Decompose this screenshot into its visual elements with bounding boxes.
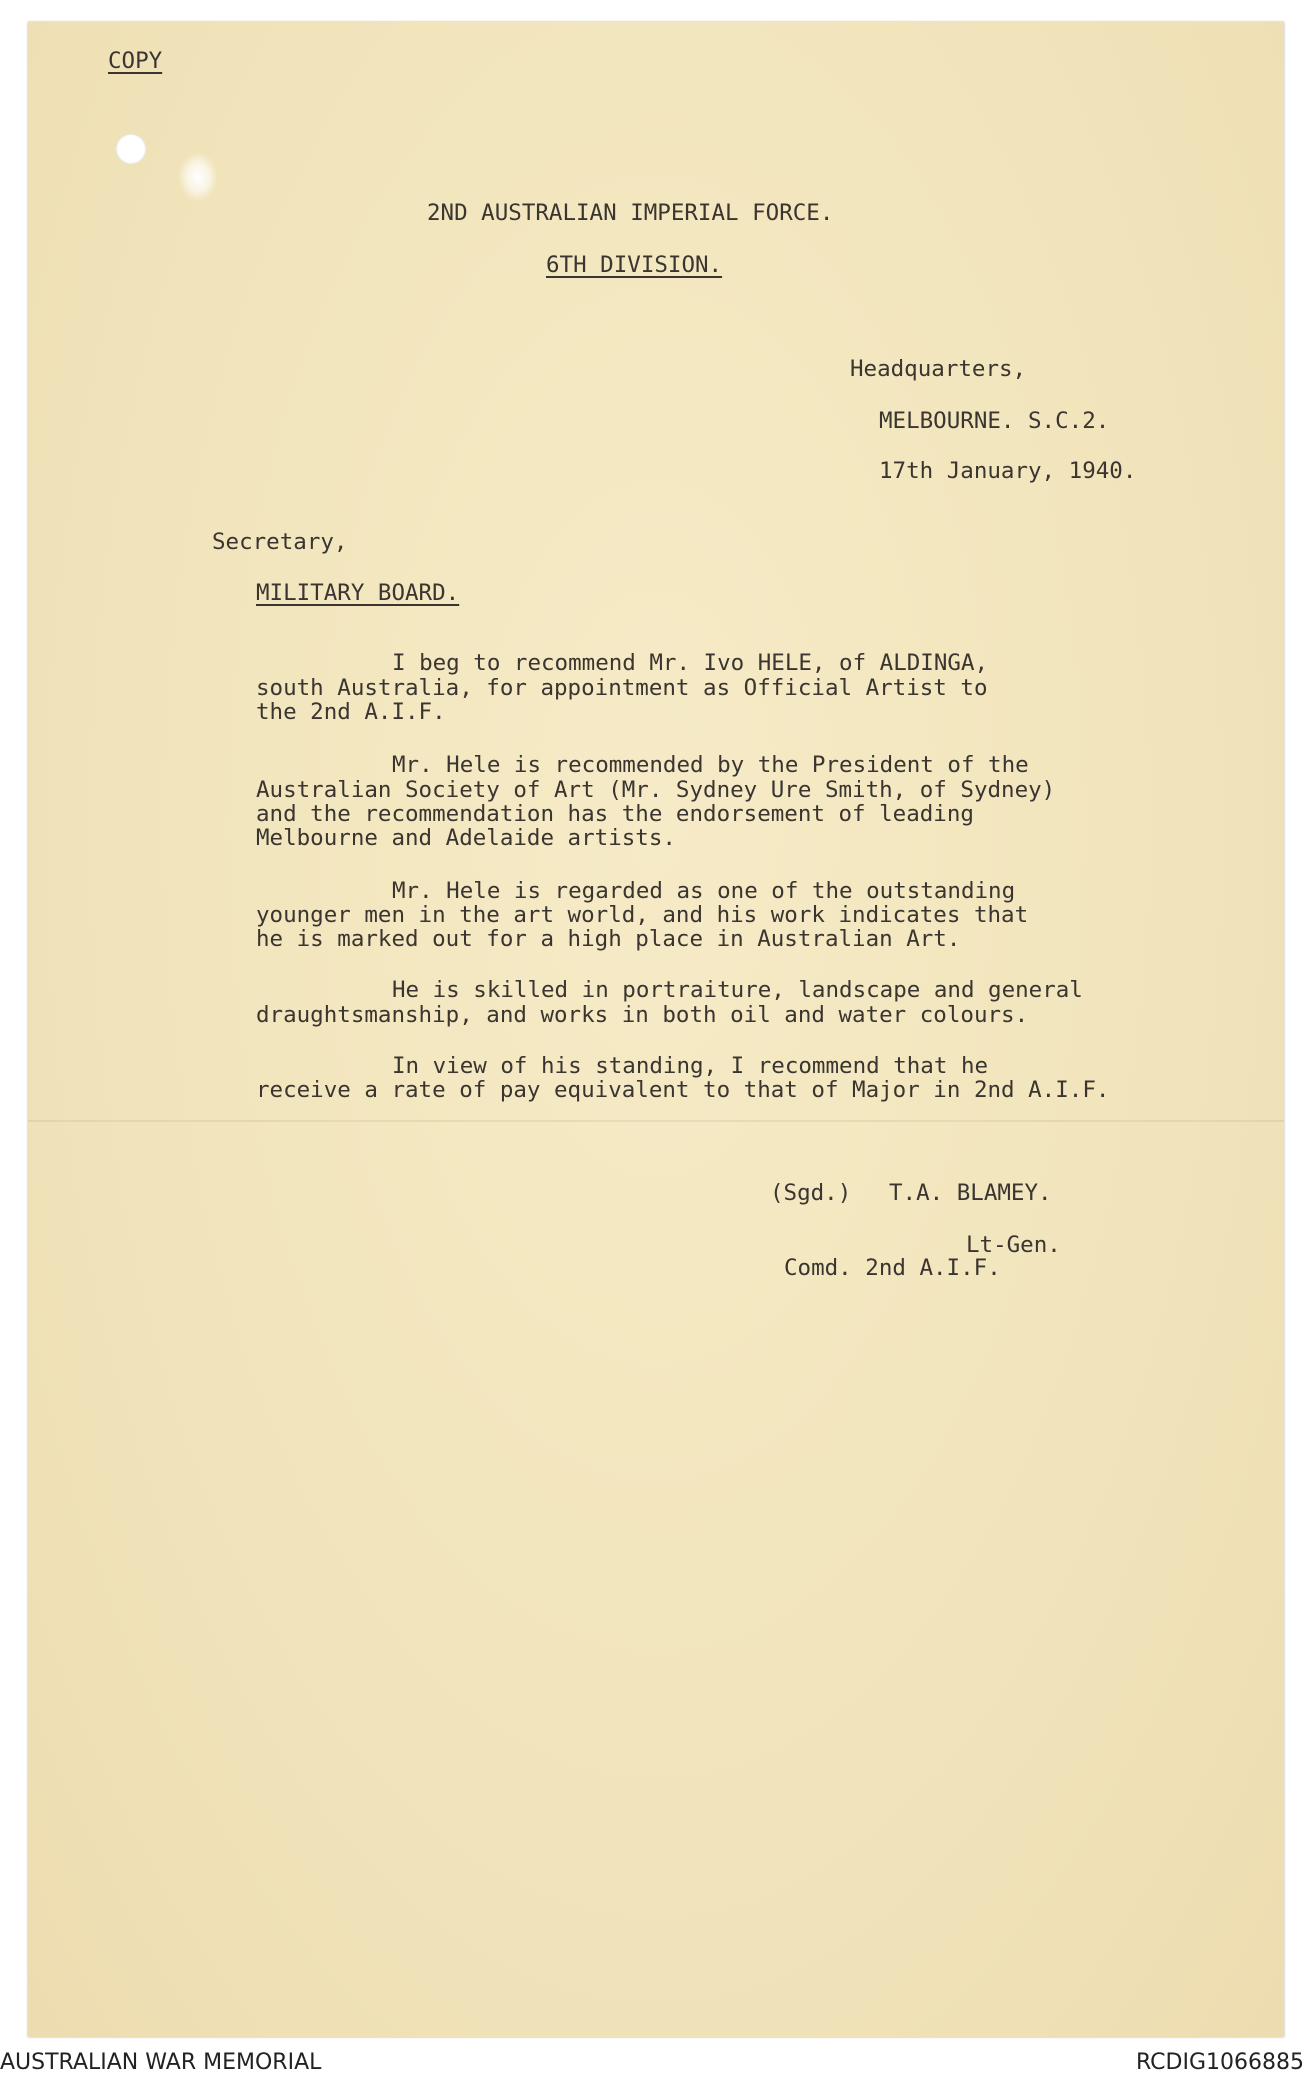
paragraph-5-line-1: In view of his standing, I recommend that he <box>392 1053 989 1079</box>
paragraph-2-line-3: and the recommendation has the endorsement of leading <box>256 801 974 827</box>
heading-division: 6TH DIVISION. <box>546 252 723 278</box>
recipient-title: Secretary, <box>212 529 348 555</box>
copy-stamp: COPY <box>108 48 163 74</box>
signature-sgd: (Sgd.) <box>770 1180 852 1206</box>
paragraph-4-line-2: draughtsmanship, and works in both oil and water colours. <box>256 1002 1029 1028</box>
signature-rank: Lt-Gen. <box>966 1232 1061 1258</box>
paper-tear <box>178 152 218 202</box>
signature-name: T.A. BLAMEY. <box>889 1180 1052 1206</box>
address-headquarters: Headquarters, <box>850 356 1027 382</box>
paragraph-1-line-2: south Australia, for appointment as Official Artist to <box>256 675 988 701</box>
paragraph-3-line-1: Mr. Hele is regarded as one of the outstanding <box>392 878 1016 904</box>
footer-record-id: RCDIG1066885 <box>1135 2050 1304 2075</box>
paragraph-2-line-2: Australian Society of Art (Mr. Sydney Ure Smith, of Sydney) <box>256 777 1056 803</box>
paragraph-2-line-4: Melbourne and Adelaide artists. <box>256 825 676 851</box>
paragraph-3-line-2: younger men in the art world, and his work indicates that <box>256 902 1029 928</box>
heading-force: 2ND AUSTRALIAN IMPERIAL FORCE. <box>427 200 834 226</box>
fold-crease <box>28 1120 1284 1122</box>
recipient-board: MILITARY BOARD. <box>256 580 460 606</box>
footer-institution: AUSTRALIAN WAR MEMORIAL <box>0 2050 322 2075</box>
paragraph-2-line-1: Mr. Hele is recommended by the President of the <box>392 752 1029 778</box>
paragraph-4-line-1: He is skilled in portraiture, landscape and general <box>392 977 1083 1003</box>
paragraph-1-line-3: the 2nd A.I.F. <box>256 699 446 725</box>
document-page <box>28 22 1284 2037</box>
punch-hole <box>116 134 146 164</box>
address-city: MELBOURNE. S.C.2. <box>879 408 1110 434</box>
paragraph-3-line-3: he is marked out for a high place in Australian Art. <box>256 926 961 952</box>
signature-command: Comd. 2nd A.I.F. <box>784 1255 1001 1281</box>
letter-date: 17th January, 1940. <box>879 458 1137 484</box>
paragraph-1-line-1: I beg to recommend Mr. Ivo HELE, of ALDINGA, <box>392 650 989 676</box>
paragraph-5-line-2: receive a rate of pay equivalent to that of Major in 2nd A.I.F. <box>256 1077 1110 1103</box>
